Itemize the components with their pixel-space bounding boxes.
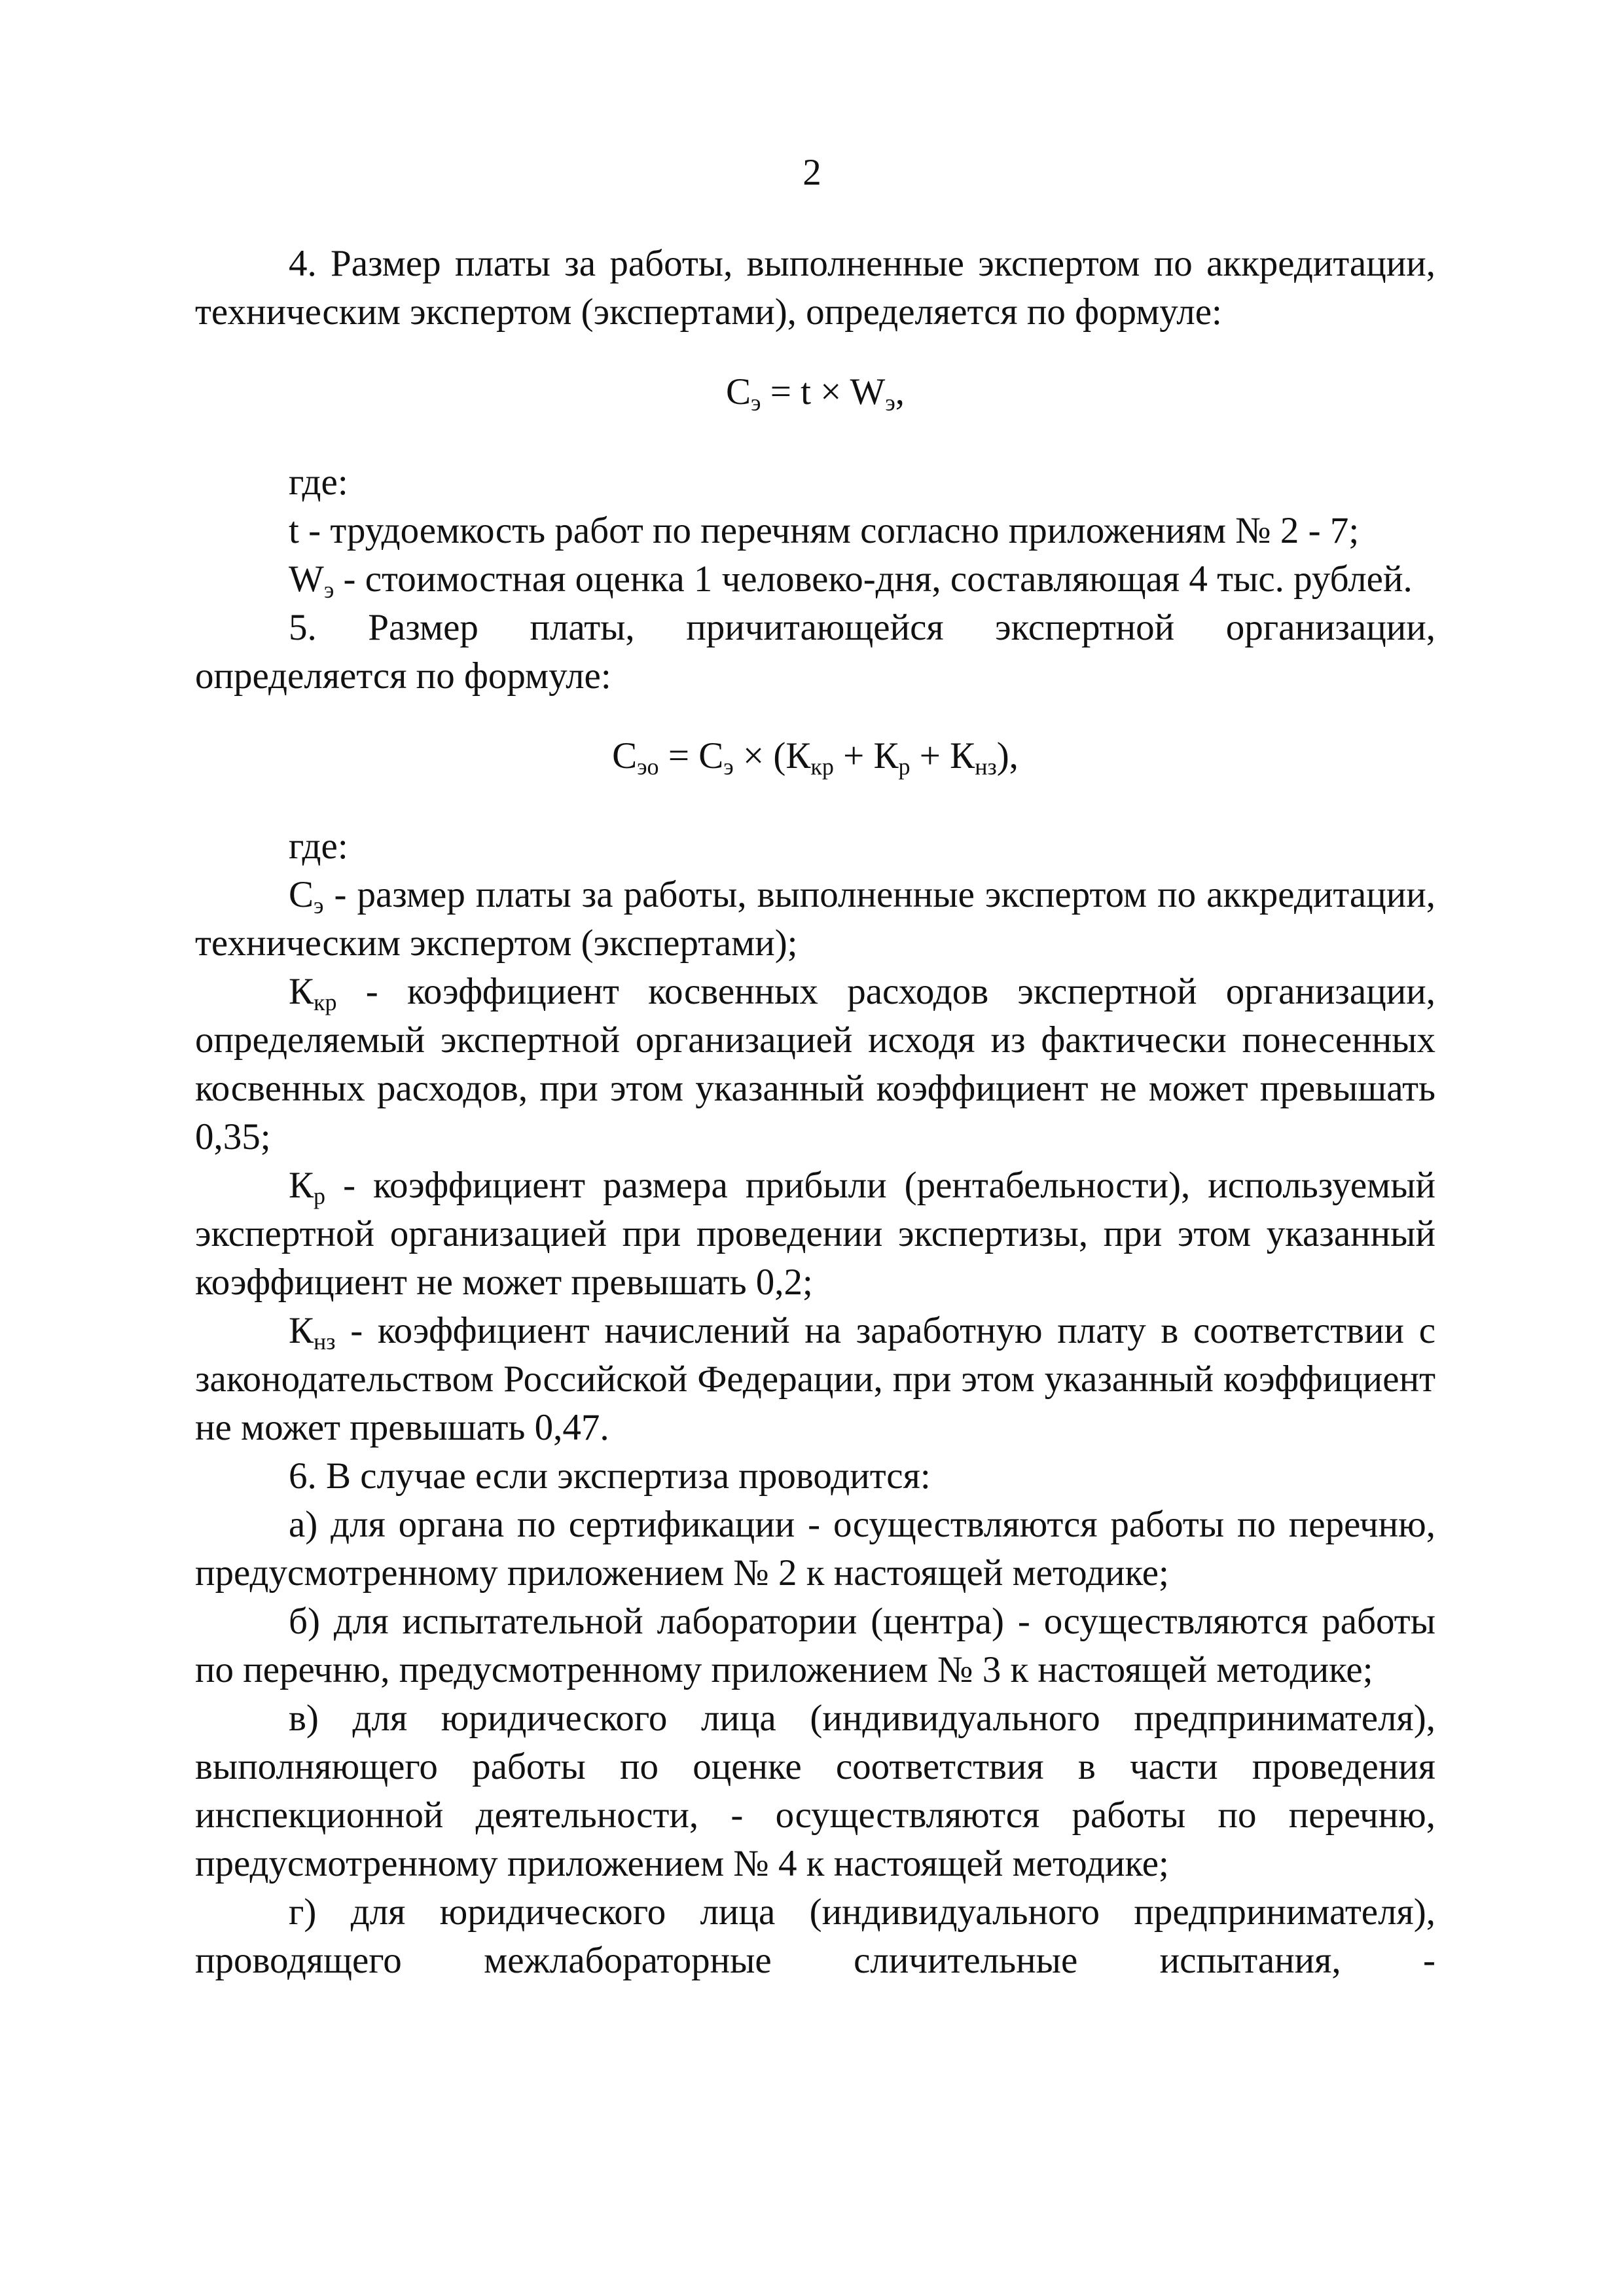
symbol-subscript: кр: [314, 989, 337, 1015]
formula-symbol: = С: [659, 735, 724, 776]
paragraph-6a: а) для органа по сертификации - осуществляются работы по перечню, предусмотренному приложением № 2 к настоящей методике;: [195, 1504, 1435, 1594]
paragraph-6b: б) для испытательной лаборатории (центра) - осуществляются работы по перечню, предусмотренному приложением № 3 к настоящей методике;: [195, 1601, 1435, 1690]
symbol-subscript: э: [314, 892, 324, 919]
formula-cost-organization: [195, 732, 1435, 780]
definition-knz: [195, 1307, 1435, 1452]
paragraph-6v: в) для юридического лица (индивидуального предпринимателя), выполняющего работы по оценке соответствия в части проведения инспекционной деятельности, - осуществляются работы по перечню, предусмотренному приложением № 4 к настоящей методике;: [195, 1698, 1435, 1884]
definition-w: [195, 555, 1435, 604]
symbol: К: [289, 971, 314, 1012]
paragraph-5: 5. Размер платы, причитающейся экспертной организации, определяется по формуле:: [195, 607, 1435, 697]
symbol-subscript: нз: [314, 1328, 336, 1355]
formula-subscript: кр: [810, 754, 834, 780]
formula-subscript: нз: [975, 754, 997, 780]
symbol-subscript: э: [323, 577, 334, 603]
definition-text: - коэффициент начислений на заработную плату в соответствии с законодательством Российской Федерации, при этом указанный коэффициент не может превышать 0,47.: [195, 1310, 1435, 1448]
formula-symbol: С: [612, 735, 638, 776]
document-body: [195, 240, 1435, 1985]
paragraph-6: 6. В случае если экспертиза проводится:: [289, 1455, 931, 1497]
paragraph-6g: г) для юридического лица (индивидуального предпринимателя), проводящего межлабораторные сличительные испытания, -: [195, 1891, 1435, 1981]
formula-symbol: ),: [996, 735, 1019, 776]
symbol-subscript: р: [314, 1183, 326, 1209]
formula-cost-expert: [195, 368, 1435, 416]
where-label: где:: [289, 826, 348, 867]
symbol: К: [289, 1310, 314, 1351]
paragraph-4: 4. Размер платы за работы, выполненные экспертом по аккредитации, техническим экспертом (экспертами), определяется по формуле:: [195, 243, 1435, 333]
formula-subscript: э: [723, 754, 734, 780]
definition-kr: [195, 1161, 1435, 1307]
formula-symbol: С: [725, 371, 751, 412]
formula-symbol: + К: [910, 735, 975, 776]
formula-subscript: р: [898, 754, 911, 780]
definition-text: - размер платы за работы, выполненные экспертом по аккредитации, техническим экспертом (экспертами);: [195, 874, 1435, 964]
formula-subscript: э: [885, 390, 895, 416]
definition-text: - коэффициент косвенных расходов экспертной организации, определяемый экспертной организацией исходя из фактически понесенных косвенных расходов, при этом указанный коэффициент не может превышать 0,35;: [195, 971, 1435, 1157]
formula-symbol: = t × W: [761, 371, 886, 412]
definition-t: t - трудоемкость работ по перечням согласно приложениям № 2 - 7;: [289, 510, 1360, 551]
formula-subscript: эо: [637, 754, 659, 780]
formula-subscript: э: [750, 390, 761, 416]
definition-text: - коэффициент размера прибыли (рентабельности), используемый экспертной организацией при проведении экспертизы, при этом указанный коэффициент не может превышать 0,2;: [195, 1165, 1435, 1303]
page-number: 2: [803, 152, 821, 193]
definition-kkr: [195, 968, 1435, 1161]
definition-text: - стоимостная оценка 1 человеко-дня, составляющая 4 тыс. рублей.: [334, 558, 1413, 600]
where-label: где:: [289, 462, 348, 503]
formula-symbol: + К: [833, 735, 899, 776]
symbol: К: [289, 1165, 314, 1206]
formula-symbol: × (К: [733, 735, 811, 776]
symbol: С: [289, 874, 314, 915]
formula-symbol: ,: [895, 371, 905, 412]
definition-ce: [195, 871, 1435, 968]
symbol: W: [289, 558, 324, 600]
